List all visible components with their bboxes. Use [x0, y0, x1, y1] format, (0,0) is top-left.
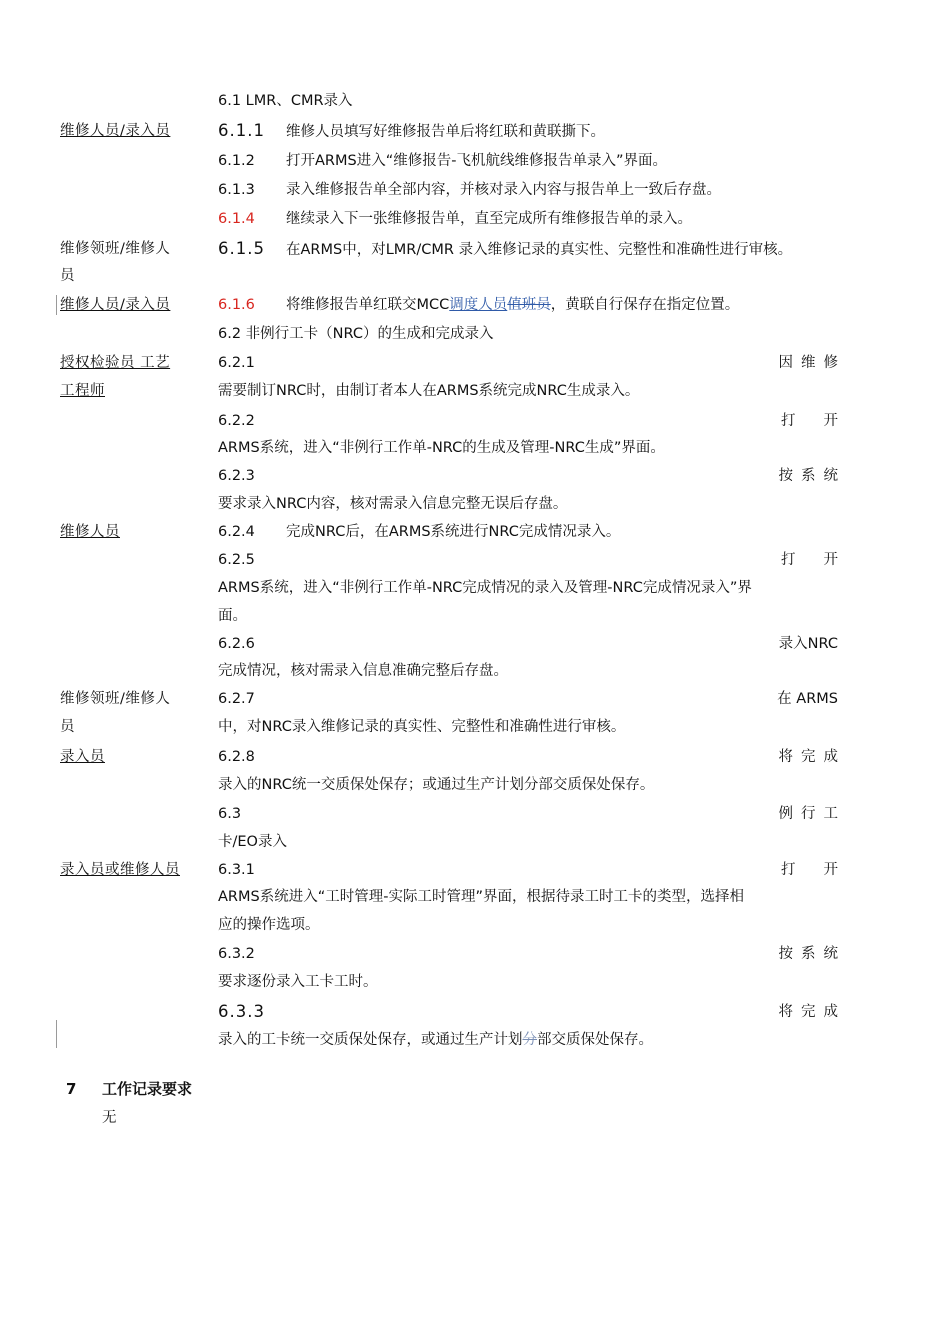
item-number: 6.2.3 [218, 468, 255, 484]
item-text-pre: 将维修报告单红联交MCC [286, 297, 450, 313]
section-7-body: 无 [102, 1110, 117, 1126]
item-6-2-5 [218, 546, 866, 574]
item-6-2-7-cont: 中，对NRC录入维修记录的真实性、完整性和准确性进行审核。 [218, 719, 626, 735]
item-text: 完成NRC后，在ARMS系统进行NRC完成情况录入。 [286, 524, 621, 540]
item-text-tail: 打开 [781, 552, 866, 568]
item-6-2-7 [218, 685, 838, 713]
item-text-tail: 将完成 [778, 1004, 846, 1020]
item-6-1-6 [218, 291, 838, 319]
item-6-2-3-cont: 要求录入NRC内容，核对需录入信息完整无误后存盘。 [218, 496, 568, 512]
item-number: 6.2.5 [218, 552, 255, 568]
item-6-3-3 [218, 998, 846, 1026]
item-text: 继续录入下一张维修报告单，直至完成所有维修报告单的录入。 [286, 211, 692, 227]
role-label-7: 录入员 [60, 749, 105, 765]
deleted-text: 值班员 [507, 297, 551, 313]
item-6-2-2 [218, 407, 866, 435]
item-number: 6.2.6 [218, 636, 255, 652]
change-bar [56, 295, 57, 315]
role-label-1: 维修人员/录入员 [60, 123, 171, 139]
section-6-2-heading: 6.2 非例行工卡（NRC）的生成和完成录入 [218, 326, 494, 342]
item-6-1-3 [218, 176, 838, 204]
role-label-8: 录入员或维修人员 [60, 862, 180, 878]
item-number: 6.2.4 [218, 524, 255, 540]
item-6-2-1-cont: 需要制订NRC时，由制订者本人在ARMS系统完成NRC生成录入。 [218, 383, 640, 399]
item-text-tail: 因维修 [778, 355, 846, 371]
role-label-4a: 授权检验员 工艺 [60, 355, 171, 371]
role-label-2b: 员 [60, 268, 75, 284]
section-6-1-heading: 6.1 LMR、CMR录入 [218, 93, 353, 109]
item-text: 维修人员填写好维修报告单后将红联和黄联撕下。 [286, 124, 605, 140]
item-6-3-1-cont: ARMS系统进入“工时管理-实际工时管理”界面，根据待录工时工卡的类型，选择相 [218, 889, 744, 905]
item-number: 6.1.5 [218, 239, 265, 258]
role-label-5: 维修人员 [60, 524, 120, 540]
item-6-1-1 [218, 117, 838, 146]
role-label-3: 维修人员/录入员 [60, 297, 171, 313]
item-6-3-1-cont2: 应的操作选项。 [218, 917, 320, 933]
section-number: 7 [66, 1080, 77, 1098]
change-bar [56, 1020, 57, 1048]
section-7-heading [66, 1075, 192, 1103]
item-text-tail: 按系统 [778, 468, 846, 484]
item-text-tail: 按系统 [778, 946, 846, 962]
item-number: 6.2.1 [218, 355, 255, 371]
item-6-2-6-cont: 完成情况，核对需录入信息准确完整后存盘。 [218, 663, 508, 679]
item-text-post: ，黄联自行保存在指定位置。 [550, 297, 740, 313]
deleted-text: 分 [522, 1032, 537, 1048]
role-label-2a: 维修领班/维修人 [60, 241, 171, 257]
item-text: 打开ARMS进入“维修报告-飞机航线维修报告单录入”界面。 [286, 153, 667, 169]
item-6-2-5-cont: ARMS系统，进入“非例行工作单-NRC完成情况的录入及管理-NRC完成情况录入”界 [218, 580, 752, 596]
item-6-2-6 [218, 630, 838, 658]
item-text-tail: 在 ARMS [777, 691, 838, 707]
item-text: 录入维修报告单全部内容，并核对录入内容与报告单上一致后存盘。 [286, 182, 721, 198]
item-text: 在ARMS中，对LMR/CMR 录入维修记录的真实性、完整性和准确性进行审核。 [286, 242, 793, 258]
item-number: 6.3.2 [218, 946, 255, 962]
item-6-1-4 [218, 205, 838, 233]
item-6-1-2 [218, 147, 838, 175]
item-number: 6.1.2 [218, 153, 255, 169]
item-text-tail: 打开 [781, 862, 866, 878]
item-text-post: 部交质保处保存。 [537, 1032, 653, 1048]
item-text-pre: 录入的工卡统一交质保处保存，或通过生产计划 [218, 1032, 523, 1048]
item-6-2-5-cont2: 面。 [218, 608, 247, 624]
role-label-6b: 员 [60, 719, 75, 735]
role-label-4b: 工程师 [60, 383, 105, 399]
item-number: 6.3 [218, 806, 242, 822]
item-6-3-2 [218, 940, 846, 968]
item-6-2-8 [218, 743, 846, 771]
item-text-tail: 将完成 [778, 749, 846, 765]
item-6-3-1 [218, 856, 866, 884]
item-number: 6.2.8 [218, 749, 255, 765]
item-text-tail: 打开 [781, 413, 866, 429]
item-6-3-2-cont: 要求逐份录入工卡工时。 [218, 974, 378, 990]
item-number: 6.1.3 [218, 182, 255, 198]
section-title: 工作记录要求 [102, 1080, 193, 1098]
item-number: 6.1.6 [218, 297, 255, 313]
role-label-6a: 维修领班/维修人 [60, 691, 171, 707]
item-6-2-2-cont: ARMS系统，进入“非例行工作单-NRC的生成及管理-NRC生成”界面。 [218, 440, 665, 456]
section-6-3 [218, 800, 846, 828]
item-6-1-5 [218, 235, 838, 264]
section-6-3-cont: 卡/EO录入 [218, 834, 287, 850]
inserted-text: 调度人员 [449, 297, 508, 313]
item-6-2-1 [218, 349, 846, 377]
item-6-2-3 [218, 462, 846, 490]
item-number: 6.1.4 [218, 211, 255, 227]
item-number: 6.3.1 [218, 862, 255, 878]
item-number: 6.3.3 [218, 1002, 265, 1021]
item-number: 6.2.2 [218, 413, 255, 429]
item-6-2-4 [218, 518, 838, 546]
item-text-tail: 录入NRC [778, 636, 838, 652]
item-number: 6.1.1 [218, 121, 265, 140]
item-6-2-8-cont: 录入的NRC统一交质保处保存；或通过生产计划分部交质保处保存。 [218, 777, 655, 793]
item-6-3-3-cont [218, 1026, 838, 1054]
item-text-tail: 例行工 [778, 806, 846, 822]
item-number: 6.2.7 [218, 691, 255, 707]
